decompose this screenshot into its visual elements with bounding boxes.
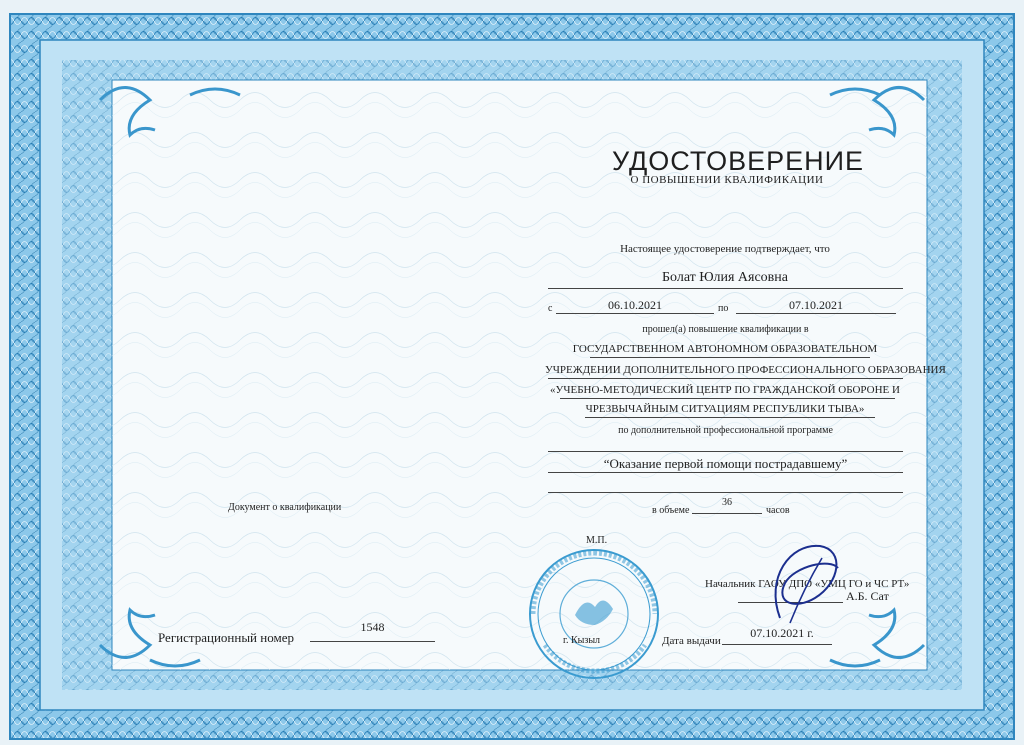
- volume-value: 36: [722, 497, 732, 508]
- hours-label: часов: [766, 505, 790, 516]
- issue-label: Дата выдачи: [662, 635, 721, 647]
- org-underline-4: [585, 417, 875, 418]
- stamp-seal-icon: [525, 545, 663, 683]
- program-label: по дополнительной профессиональной программе: [618, 425, 833, 436]
- stamp-city: г. Кызыл: [563, 635, 601, 646]
- to-label: по: [718, 303, 729, 314]
- date-from: 06.10.2021: [608, 298, 662, 312]
- organization-line-3: «УЧЕБНО-МЕТОДИЧЕСКИЙ ЦЕНТР ПО ГРАЖДАНСКОЙ ОБОРОНЕ И: [550, 384, 900, 396]
- signature: [760, 538, 840, 620]
- document-label: Документ о квалификации: [228, 502, 342, 513]
- reg-number: 1548: [360, 620, 385, 634]
- name-underline: [548, 288, 903, 289]
- recipient-name: Болат Юлия Аясовна: [661, 270, 788, 285]
- head-title: Начальник ГАОУ ДПО «УМЦ ГО и ЧС РТ»: [705, 578, 910, 590]
- program-underline-top: [548, 451, 903, 452]
- reg-label: Регистрационный номер: [158, 630, 294, 645]
- stamp-label: М.П.: [586, 535, 608, 546]
- org-underline-2: [548, 378, 903, 379]
- date-to: 07.10.2021: [789, 298, 843, 312]
- issue-underline: [722, 644, 832, 645]
- date-to-underline: [736, 313, 896, 314]
- program-underline-bottom: [548, 492, 903, 493]
- organization-line-1: ГОСУДАРСТВЕННОМ АВТОНОМНОМ ОБРАЗОВАТЕЛЬНОМ: [572, 343, 878, 355]
- org-underline-1: [590, 357, 870, 358]
- certificate-title: УДОСТОВЕРЕНИЕ: [612, 146, 865, 176]
- issue-date: 07.10.2021 г.: [750, 626, 814, 640]
- from-label: с: [548, 303, 553, 314]
- signature-scribble-icon: [760, 538, 850, 628]
- intro-text: Настоящее удостоверение подтверждает, что: [620, 243, 830, 255]
- volume-underline: [692, 513, 762, 514]
- organization-line-4: ЧРЕЗВЫЧАЙНЫМ СИТУАЦИЯМ РЕСПУБЛИКИ ТЫВА»: [585, 403, 865, 415]
- reg-underline: [310, 641, 435, 642]
- volume-label: в объеме: [652, 505, 690, 516]
- official-stamp: [525, 545, 663, 683]
- org-underline-3: [560, 398, 895, 399]
- program-name: “Оказание первой помощи пострадавшему”: [603, 456, 848, 471]
- completed-text: прошел(а) повышение квалификации в: [642, 324, 809, 335]
- head-name: А.Б. Сат: [846, 589, 889, 603]
- organization-line-2: УЧРЕЖДЕНИИ ДОПОЛНИТЕЛЬНОГО ПРОФЕССИОНАЛЬНОГО ОБРАЗОВАНИЯ: [545, 364, 946, 376]
- program-underline: [548, 472, 903, 473]
- date-from-underline: [556, 313, 714, 314]
- certificate-subtitle: О ПОВЫШЕНИИ КВАЛИФИКАЦИИ: [630, 174, 824, 186]
